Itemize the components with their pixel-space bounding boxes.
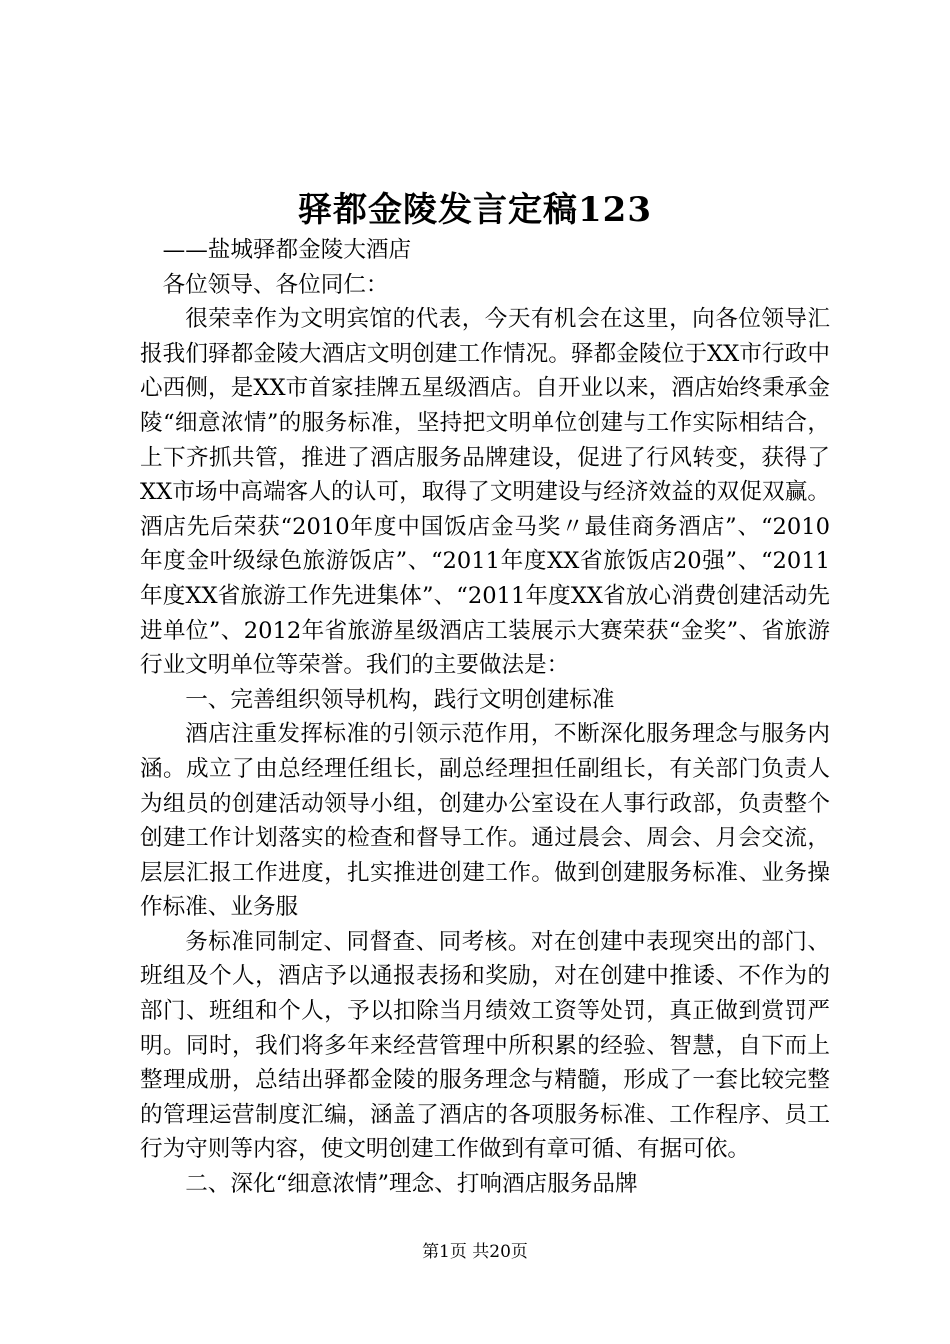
document-body	[140, 233, 830, 1202]
section-heading-2: 二、深化“细意浓情”理念、打响酒店服务品牌	[185, 1171, 638, 1198]
paragraph-intro: 很荣幸作为文明宾馆的代表，今天有机会在这里，向各位领导汇报我们驿都金陵大酒店文明创建工作情况。驿都金陵位于XX市行政中心西侧，是XX市首家挂牌五星级酒店。自开业以来，酒店始终秉承金陵“细意浓情”的服务标准，坚持把文明单位创建与工作实际相结合，上下齐抓共管，推进了酒店服务品牌建设，促进了行风转变，获得了XX市场中高端客人的认可，取得了文明建设与经济效益的双促双赢。酒店先后荣获“2010年度中国饭店金马奖〃最佳商务酒店”、“2010年度金叶级绿色旅游饭店”、“2011年度XX省旅饭店20强”、“2011年度XX省旅游工作先进集体”、“2011年度XX省放心消费创建活动先进单位”、2012年省旅游星级酒店工装展示大赛荣获“金奖”、省旅游行业文明单位等荣誉。我们的主要做法是：	[140, 306, 830, 679]
paragraph-section-1a: 酒店注重发挥标准的引领示范作用，不断深化服务理念与服务内涵。成立了由总经理任组长，副总经理担任副组长，有关部门负责人为组员的创建活动领导小组，创建办公室设在人事行政部，负责整个创建工作计划落实的检查和督导工作。通过晨会、周会、月会交流，层层汇报工作进度，扎实推进创建工作。做到创建服务标准、业务操作标准、业务服	[140, 721, 830, 921]
paragraph-section-1b: 务标准同制定、同督查、同考核。对在创建中表现突出的部门、班组及个人，酒店予以通报表扬和奖励，对在创建中推诿、不作为的部门、班组和个人，予以扣除当月绩效工资等处罚，真正做到赏罚严明。同时，我们将多年来经营管理中所积累的经验、智慧，自下而上整理成册，总结出驿都金陵的服务理念与精髓，形成了一套比较完整的管理运营制度汇编，涵盖了酒店的各项服务标准、工作程序、员工行为守则等内容，使文明创建工作做到有章可循、有据可依。	[140, 928, 830, 1163]
salutation: 各位领导、各位同仁：	[162, 271, 389, 298]
document-title: 驿都金陵发言定稿123	[298, 190, 652, 230]
section-heading-1: 一、完善组织领导机构，践行文明创建标准	[185, 686, 615, 713]
document-subtitle: ——盐城驿都金陵大酒店	[162, 237, 412, 263]
page-footer: 第1页 共20页	[422, 1242, 528, 1262]
